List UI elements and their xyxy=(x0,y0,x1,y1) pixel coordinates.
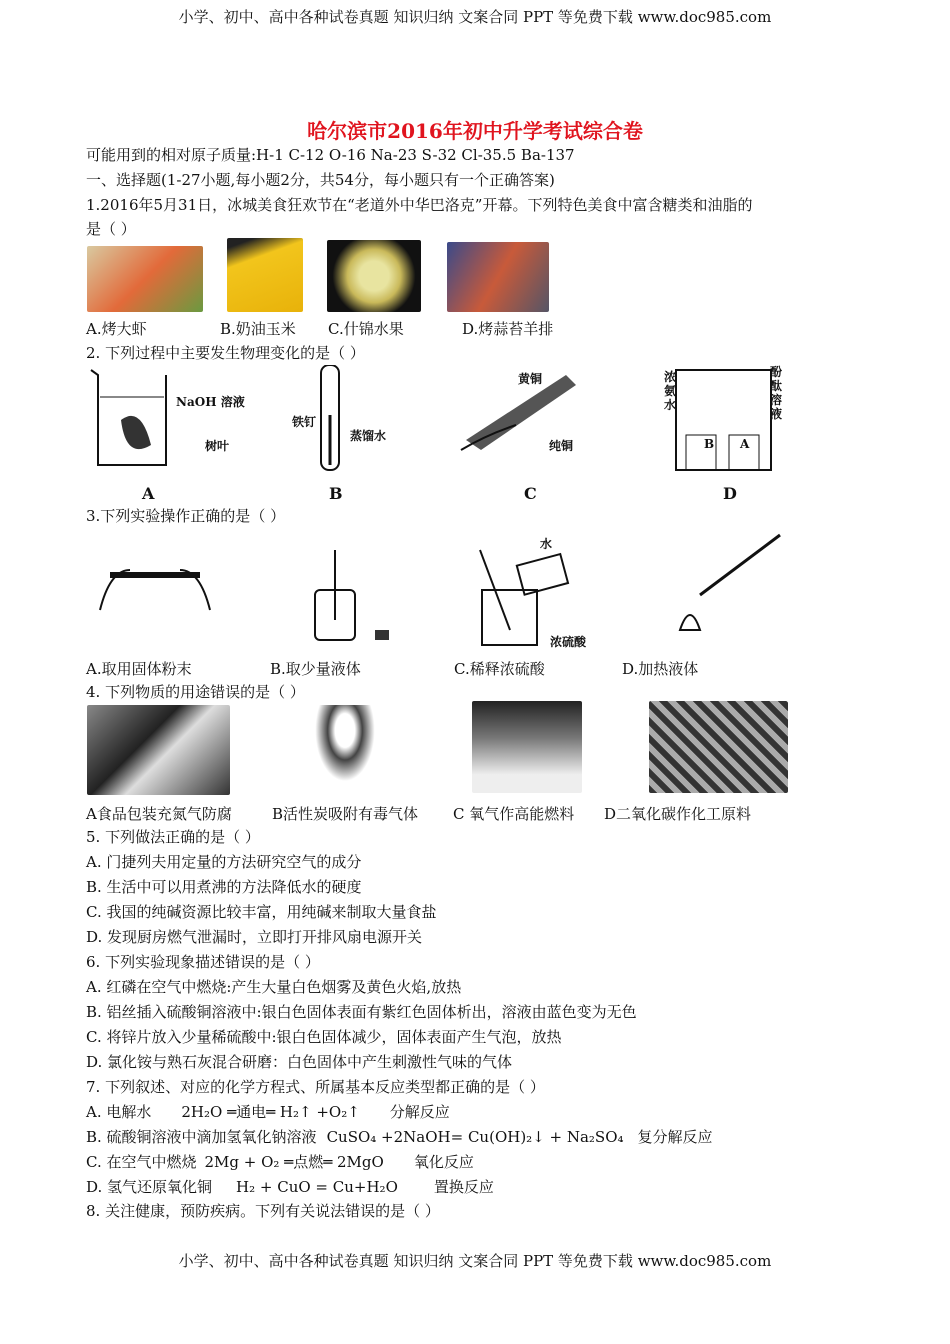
exam-title: 哈尔滨市2016年初中升学考试综合卷 xyxy=(307,119,643,143)
label-brass: 黄铜 xyxy=(518,372,543,386)
q3-option-a: A.取用固体粉末 xyxy=(86,660,192,678)
q3-option-d: D.加热液体 xyxy=(622,660,699,678)
q3-figures xyxy=(90,530,790,655)
q7-a-type: 分解反应 xyxy=(389,1103,450,1121)
q7-option-b xyxy=(86,1127,713,1147)
q6-option-c: C. 将锌片放入少量稀硫酸中:银白色固体减少，固体表面产生气泡，放热 xyxy=(86,1028,562,1046)
q2-stem: 2. 下列过程中主要发生物理变化的是（ ） xyxy=(86,344,365,362)
q5-option-d: D. 发现厨房燃气泄漏时，立即打开排风扇电源开关 xyxy=(86,928,423,946)
page-header: 小学、初中、高中各种试卷真题 知识归纳 文案合同 PPT 等免费下载 www.doc985.com xyxy=(178,8,772,26)
label-pure-copper: 纯铜 xyxy=(549,439,574,453)
q5-stem: 5. 下列做法正确的是（ ） xyxy=(86,828,260,846)
q7-c-type: 氧化反应 xyxy=(413,1153,474,1171)
q6-option-b: B. 铝丝插入硫酸铜溶液中:银白色固体表面有紫红色固体析出，溶液由蓝色变为无色 xyxy=(86,1003,637,1021)
q6-option-a: A. 红磷在空气中燃烧:产生大量白色烟雾及黄色火焰,放热 xyxy=(86,978,462,996)
atomic-masses: 可能用到的相对原子质量:H-1 C-12 O-16 Na-23 S-32 Cl-35.5 Ba-137 xyxy=(86,146,575,164)
q7-a-equation: 2H₂O ═通电═ H₂↑ +O₂↑ xyxy=(181,1103,360,1121)
q4-option-c: C 氧气作高能燃料 xyxy=(453,805,575,823)
q3-stem: 3.下列实验操作正确的是（ ） xyxy=(86,507,286,525)
q7-b-type: 复分解反应 xyxy=(637,1128,713,1146)
label-leaf: 树叶 xyxy=(205,439,230,453)
q7-a-label: A. 电解水 xyxy=(86,1103,152,1121)
q6-option-d: D. 氯化铵与熟石灰混合研磨：白色固体中产生刺激性气味的气体 xyxy=(86,1053,513,1071)
q4-option-d: D二氧化碳作化工原料 xyxy=(604,805,752,823)
rocket-launch-image xyxy=(472,701,582,793)
label-conc-sulfuric-acid: 浓硫酸 xyxy=(550,635,587,649)
q7-c-label: C. 在空气中燃烧 xyxy=(86,1153,197,1171)
label-beaker-a: A xyxy=(740,437,750,451)
lamb-skewer-image xyxy=(447,242,549,312)
fruit-image xyxy=(327,240,421,312)
q1-stem: 1.2016年5月31日，冰城美食狂欢节在“老道外中华巴洛克”开幕。下列特色美食中富含糖类和油脂的 xyxy=(86,196,753,214)
q1-stem-cont: 是（ ） xyxy=(86,220,136,238)
q7-option-d xyxy=(86,1177,494,1197)
q5-option-c: C. 我国的纯碱资源比较丰富，用纯碱来制取大量食盐 xyxy=(86,903,437,921)
q7-d-equation: H₂ + CuO = Cu+H₂O xyxy=(236,1178,398,1196)
q7-d-type: 置换反应 xyxy=(433,1178,494,1196)
q3-option-c: C.稀释浓硫酸 xyxy=(454,660,545,678)
q7-d-label: D. 氢气还原氧化铜 xyxy=(86,1178,213,1196)
q4-stem: 4. 下列物质的用途错误的是（ ） xyxy=(86,683,305,701)
q8-stem: 8. 关注健康，预防疾病。下列有关说法错误的是（ ） xyxy=(86,1202,440,1220)
q2-letter-a: A xyxy=(142,484,155,503)
q2-letter-c: C xyxy=(524,484,537,503)
q7-c-equation: 2Mg + O₂ ═点燃═ 2MgO xyxy=(204,1153,384,1171)
q1-option-c: C.什锦水果 xyxy=(328,320,404,338)
shrimp-image xyxy=(87,246,203,312)
label-phenolphthalein: 酚酞溶液 xyxy=(770,365,783,421)
q4-option-b: B活性炭吸附有毒气体 xyxy=(272,805,419,823)
q6-stem: 6. 下列实验现象描述错误的是（ ） xyxy=(86,953,320,971)
gas-mask-image xyxy=(310,705,380,790)
q3-option-b: B.取少量液体 xyxy=(270,660,361,678)
q7-option-a xyxy=(86,1102,450,1122)
q5-option-a: A. 门捷列夫用定量的方法研究空气的成分 xyxy=(86,853,362,871)
page-footer: 小学、初中、高中各种试卷真题 知识归纳 文案合同 PPT 等免费下载 www.doc985.com xyxy=(178,1252,772,1270)
q5-option-b: B. 生活中可以用煮沸的方法降低水的硬度 xyxy=(86,878,362,896)
label-water: 水 xyxy=(540,537,553,551)
q7-b-equation: CuSO₄ +2NaOH= Cu(OH)₂↓ + Na₂SO₄ xyxy=(326,1128,624,1146)
label-beaker-b: B xyxy=(704,437,715,451)
q1-option-b: B.奶油玉米 xyxy=(220,320,296,338)
chemical-plant-image xyxy=(649,701,788,793)
q2-letter-d: D xyxy=(723,484,737,503)
q2-letter-b: B xyxy=(329,484,343,503)
q4-option-a: A食品包装充氮气防腐 xyxy=(86,805,232,823)
label-distilled-water: 蒸馏水 xyxy=(350,429,387,443)
q7-b-label: B. 硫酸铜溶液中滴加氢氧化钠溶液 xyxy=(86,1128,317,1146)
label-ammonia: 浓氨水 xyxy=(664,370,677,412)
q1-option-d: D.烤蒜苔羊排 xyxy=(462,320,554,338)
label-nail: 铁钉 xyxy=(292,415,317,429)
q1-option-a: A.烤大虾 xyxy=(86,320,147,338)
section-heading: 一、选择题(1-27小题,每小题2分，共54分，每小题只有一个正确答案) xyxy=(86,171,555,189)
food-package-image xyxy=(87,705,230,795)
label-naoh: NaOH 溶液 xyxy=(176,395,245,409)
q7-option-c xyxy=(86,1152,474,1172)
q2-figures xyxy=(86,365,806,475)
corn-image xyxy=(227,238,303,312)
q7-stem: 7. 下列叙述、对应的化学方程式、所属基本反应类型都正确的是（ ） xyxy=(86,1078,545,1096)
